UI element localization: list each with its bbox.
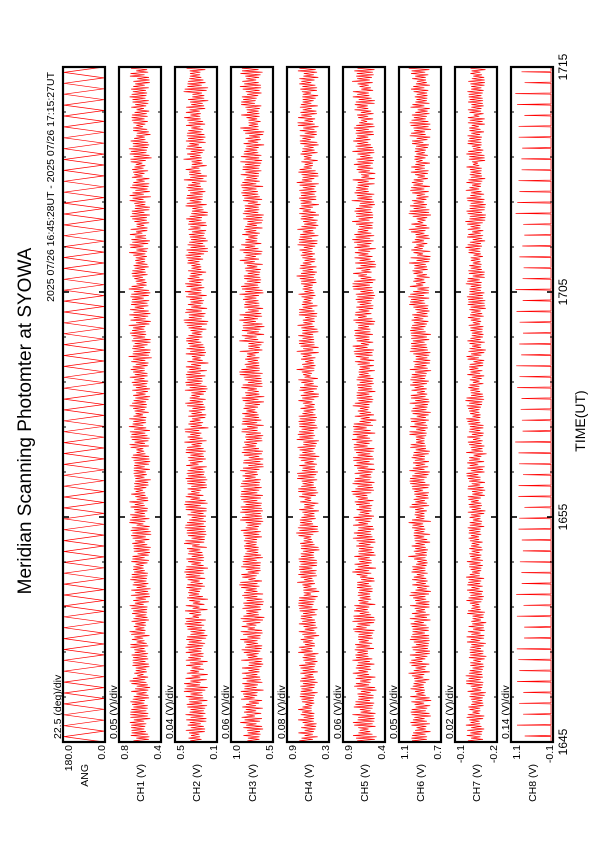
y-min-label-5: 0.3: [320, 745, 332, 760]
y-axis-label-4: CH3 (V): [247, 764, 259, 802]
scale-label-8: 0.02 (V)/div: [444, 685, 456, 739]
y-axis-label-7: CH6 (V): [415, 764, 427, 802]
scale-label-3: 0.04 (V)/div: [164, 685, 176, 739]
y-min-label-8: -0.2: [488, 745, 500, 764]
y-min-label-4: 0.5: [264, 745, 276, 760]
y-min-label-9: -0.1: [544, 745, 556, 764]
x-tick-label: 1655: [556, 503, 570, 531]
trace-7: [408, 67, 431, 742]
panel-9: [500, 67, 556, 802]
y-max-label-7: 1.1: [399, 745, 411, 760]
panel-frame-7: [399, 67, 441, 742]
scale-label-1: 22.5 (deg)/div: [52, 674, 64, 739]
y-axis-label-9: CH8 (V): [527, 764, 539, 802]
y-axis-label-3: CH2 (V): [191, 764, 203, 802]
panel-frame-9: [511, 67, 553, 742]
y-min-label-3: 0.1: [208, 745, 220, 760]
y-min-label-1: 0.0: [96, 745, 108, 760]
y-max-label-3: 0.5: [175, 745, 187, 760]
y-max-label-5: 0.9: [287, 745, 299, 760]
panel-frame-4: [231, 67, 273, 742]
trace-9: [515, 67, 551, 742]
x-tick-label: 1645: [556, 728, 570, 756]
y-axis-label-6: CH5 (V): [359, 764, 371, 802]
y-max-label-4: 1.0: [231, 745, 243, 760]
time-range: 2025 07/26 16:45:28UT - 2025 07/26 17:15:27UT: [45, 72, 57, 302]
trace-4: [239, 67, 264, 742]
scale-label-2: 0.05 (V)/div: [108, 685, 120, 739]
y-min-label-6: 0.4: [376, 745, 388, 760]
y-max-label-1: 180.0: [63, 745, 75, 772]
y-max-label-8: -0.1: [455, 745, 467, 764]
y-max-label-6: 0.9: [343, 745, 355, 760]
trace-5: [296, 67, 319, 742]
trace-2: [129, 67, 152, 742]
panels: [52, 67, 556, 802]
y-max-label-2: 0.8: [119, 745, 131, 760]
panel-3: [164, 67, 220, 802]
panel-4: [220, 67, 276, 802]
trace-6: [352, 67, 377, 742]
y-axis-label-5: CH4 (V): [303, 764, 315, 802]
scale-label-9: 0.14 (V)/div: [500, 685, 512, 739]
y-axis-label-8: CH7 (V): [471, 764, 483, 802]
panel-2: [108, 67, 164, 802]
panel-frame-2: [119, 67, 161, 742]
panel-frame-1: [63, 67, 105, 742]
scale-label-7: 0.05 (V)/div: [388, 685, 400, 739]
trace-3: [184, 67, 209, 742]
scale-label-6: 0.06 (V)/div: [332, 685, 344, 739]
y-min-label-7: 0.7: [432, 745, 444, 760]
trace-8: [465, 67, 486, 742]
trace-1: [64, 67, 104, 742]
x-axis-label: TIME(UT): [572, 390, 588, 452]
panel-frame-5: [287, 67, 329, 742]
y-axis-label-1: ANG: [79, 764, 91, 787]
panel-1: [52, 67, 108, 787]
x-tick-label: 1705: [556, 278, 570, 306]
scale-label-4: 0.06 (V)/div: [220, 685, 232, 739]
panel-frame-6: [343, 67, 385, 742]
scale-label-5: 0.08 (V)/div: [276, 685, 288, 739]
chart-title: Meridian Scanning Photomter at SYOWA: [15, 247, 36, 595]
y-axis-label-2: CH1 (V): [135, 764, 147, 802]
panel-frame-8: [455, 67, 497, 742]
panel-7: [388, 67, 444, 802]
y-min-label-2: 0.4: [152, 745, 164, 760]
x-tick-labels: [556, 53, 570, 755]
x-tick-label: 1715: [556, 53, 570, 81]
panel-5: [276, 67, 332, 802]
y-max-label-9: 1.1: [511, 745, 523, 760]
panel-8: [444, 67, 500, 802]
panel-6: [332, 67, 388, 802]
